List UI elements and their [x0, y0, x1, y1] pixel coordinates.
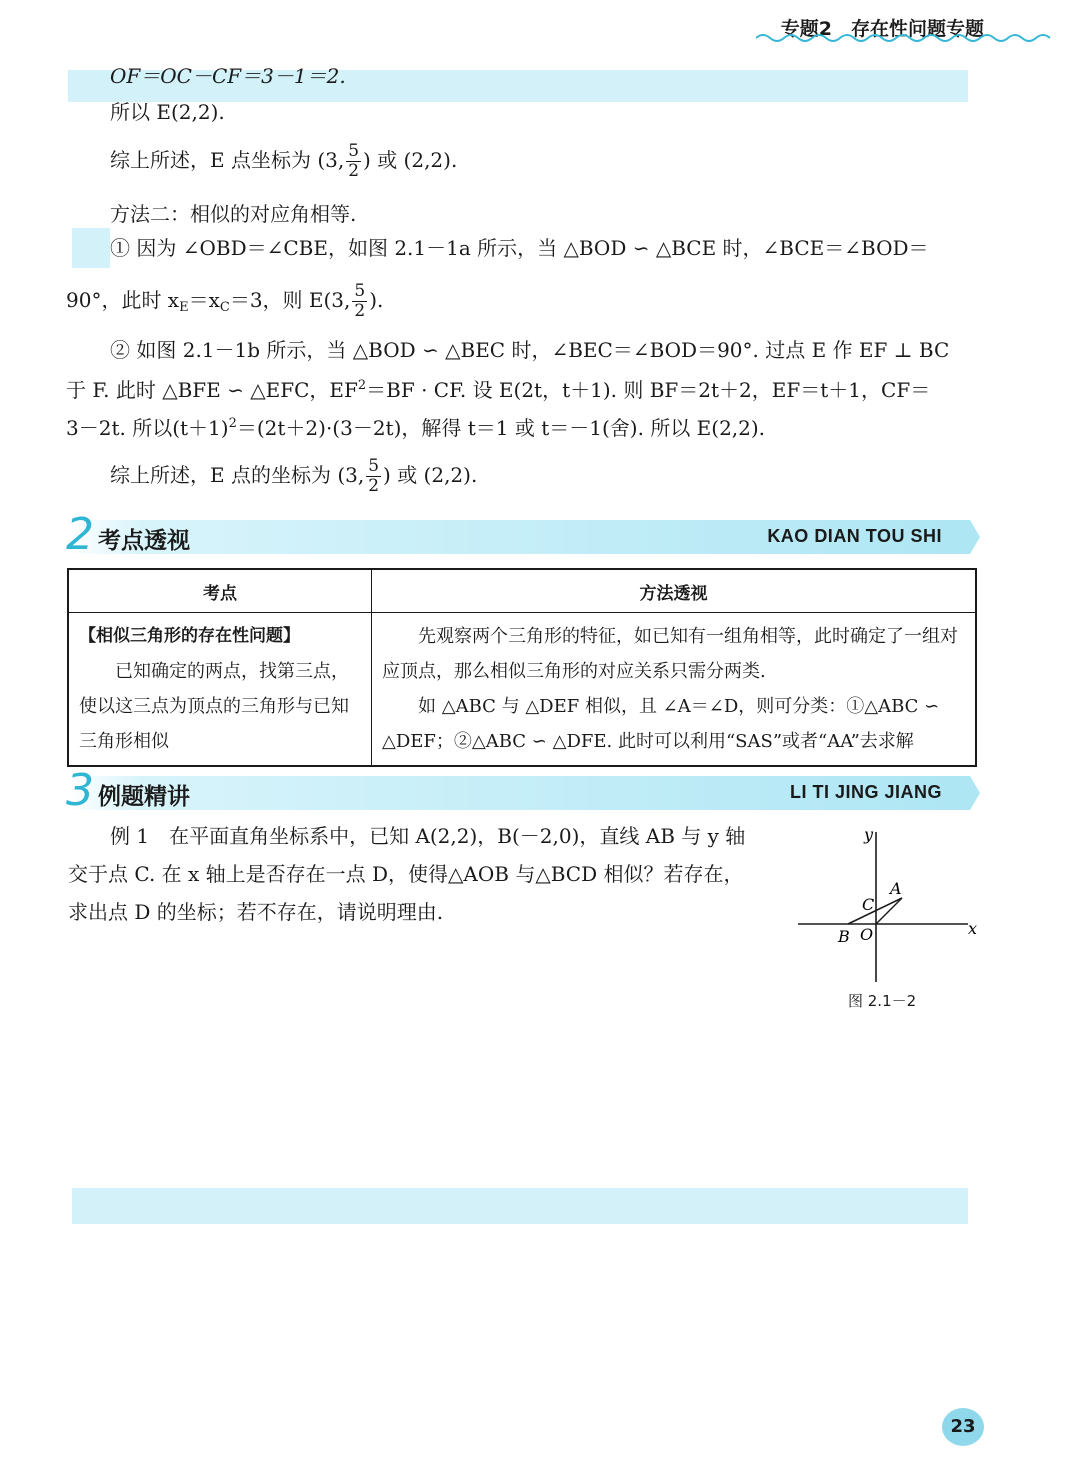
- highlight-mark-left: [72, 228, 110, 268]
- table-header-method: 方法透视: [372, 569, 977, 613]
- example-line-1: 例 1 在平面直角坐标系中，已知 A(2,2)，B(－2,0)，直线 AB 与 y 轴: [110, 824, 746, 848]
- method-2-para-2-line-1: ② 如图 2.1－1b 所示，当 △BOD ∽ △BEC 时，∠BEC＝∠BOD＝90°. 过点 E 作 EF ⊥ BC: [110, 338, 950, 362]
- method-paragraph-2: 如 △ABC 与 △DEF 相似，且 ∠A＝∠D，则可分类：①△ABC ∽ △DEF；②△ABC ∽ △DFE. 此时可以利用“SAS”或者“AA”去求解: [382, 696, 940, 752]
- method-2-para-2-line-3: 3－2t. 所以$(t+1)^2=(2t+2)\cdot(3-2t)$，解得 t＝1 或 t＝－1(舍). 所以 E(2,2).: [66, 416, 766, 440]
- table-row: [68, 613, 976, 767]
- section-2-header: [66, 509, 970, 560]
- solution-line-1: OF＝OC－CF＝3－1＝2.: [110, 64, 346, 88]
- section-2-number: 2: [66, 509, 94, 560]
- segment-oa: [876, 898, 902, 924]
- method-2-para-2-line-2: 于 F. 此时 △BFE ∽ △EFC，$EF^2=BF$ · CF. 设 E(2t，t＋1). 则 BF＝2t＋2，EF＝t＋1，CF＝: [66, 378, 931, 402]
- example-line-2: 交于点 C. 在 x 轴上是否存在一点 D，使得△AOB 与△BCD 相似？若存在，: [68, 862, 744, 886]
- example-line-3: 求出点 D 的坐标；若不存在，请说明理由.: [68, 900, 444, 924]
- highlight-bar-bottom: [72, 1188, 968, 1224]
- summary-1: 综上所述，E 点坐标为 (3, $\frac{5}{2}$ ) 或 (2,2).: [110, 141, 458, 181]
- label-b: B: [838, 927, 850, 946]
- section-2-title-en: KAO DIAN TOU SHI: [767, 526, 942, 546]
- kaodian-body: 已知确定的两点，找第三点，使以这三点为顶点的三角形与已知三角形相似: [79, 661, 349, 752]
- label-o: O: [860, 925, 874, 944]
- header-wave-decoration: [756, 32, 1061, 44]
- label-a: A: [890, 879, 902, 898]
- line-ab: [848, 898, 902, 924]
- table-header-kaodian: 考点: [68, 569, 372, 613]
- figure-coordinate-diagram: [790, 820, 990, 990]
- section-3-title: 例题精讲: [98, 784, 190, 810]
- method-2-para-1-line-2: 90°，此时 $x_E=x_C=3$，则 E(3, $\frac{5}{2}$ ).: [66, 281, 384, 321]
- method-2-para-1-line-1: ① 因为 ∠OBD＝∠CBE，如图 2.1－1a 所示，当 △BOD ∽ △BCE 时，∠BCE＝∠BOD＝: [110, 236, 929, 260]
- method-2-title: 方法二：相似的对应角相等.: [110, 202, 357, 226]
- section-2-title: 考点透视: [98, 528, 190, 554]
- section-3-number: 3: [66, 765, 94, 816]
- summary-2: 综上所述，E 点的坐标为 (3, $\frac{5}{2}$ ) 或 (2,2).: [110, 456, 478, 496]
- table-cell-kaodian: [68, 613, 372, 767]
- kaodian-table: [67, 568, 977, 767]
- table-header-row: [68, 569, 976, 613]
- header-title: 专题2 存在性问题专题: [780, 18, 984, 40]
- kaodian-title: 【相似三角形的存在性问题】: [79, 626, 300, 646]
- method-paragraph-1: 先观察两个三角形的特征，如已知有一组角相等，此时确定了一组对应顶点，那么相似三角形的对应关系只需分两类.: [382, 626, 958, 682]
- figure-caption: 图 2.1－2: [848, 992, 917, 1010]
- table-cell-method: [372, 613, 977, 767]
- label-y: y: [864, 825, 874, 844]
- label-c: C: [862, 895, 875, 914]
- label-x: x: [968, 919, 978, 938]
- solution-line-2: 所以 E(2,2).: [110, 100, 225, 124]
- section-3-title-en: LI TI JING JIANG: [789, 782, 942, 802]
- page-number: 23: [942, 1408, 984, 1446]
- section-3-header: [66, 765, 970, 816]
